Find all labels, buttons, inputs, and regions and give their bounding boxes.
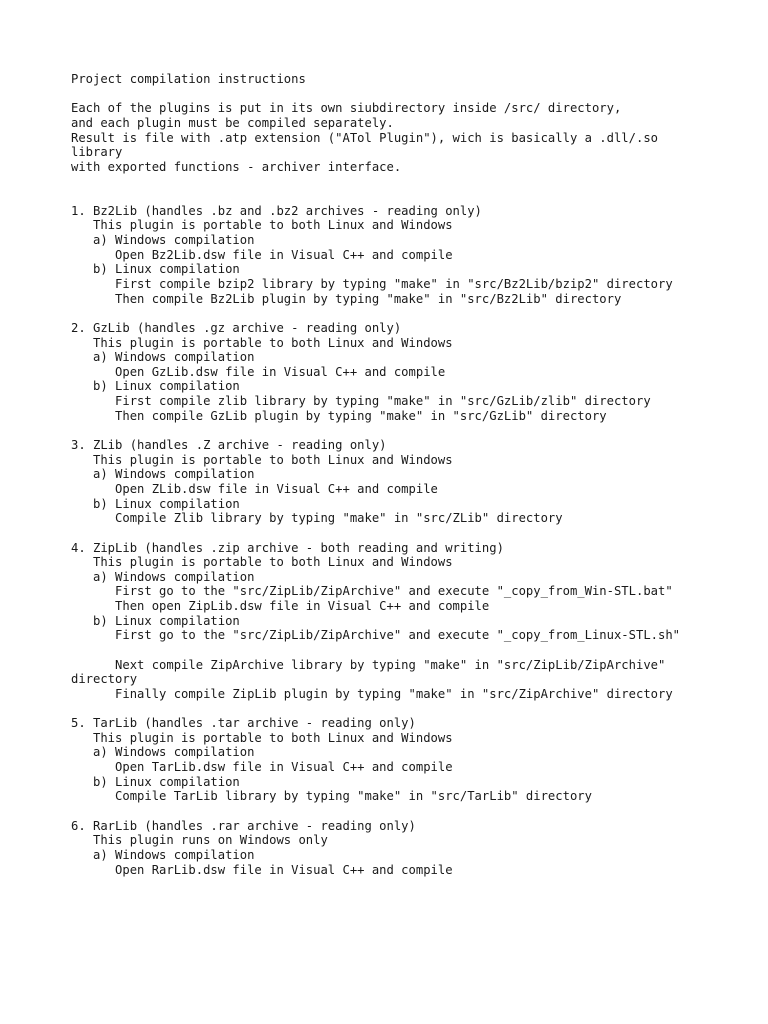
section-line: b) Linux compilation — [71, 496, 240, 511]
spacer — [71, 87, 711, 102]
document-title: Project compilation instructions — [71, 72, 306, 86]
section-line: a) Windows compilation — [71, 569, 255, 584]
intro-line: and each plugin must be compiled separately. — [71, 115, 394, 130]
section-line: This plugin runs on Windows only — [71, 833, 328, 848]
section-line: Then open ZipLib.dsw file in Visual C++ and compile — [71, 599, 490, 614]
intro-line: library — [71, 145, 123, 160]
spacer — [71, 423, 711, 438]
section-line: This plugin is portable to both Linux and Windows — [71, 730, 453, 745]
section-line: Finally compile ZipLib plugin by typing "make" in "src/ZipArchive" directory — [71, 686, 673, 701]
spacer — [71, 174, 711, 189]
spacer — [71, 526, 711, 541]
section-line: Next compile ZipArchive library by typing "make" in "src/ZipLib/ZipArchive" — [71, 657, 666, 672]
spacer — [71, 702, 711, 717]
section-line: a) Windows compilation — [71, 745, 255, 760]
section-line: Then compile GzLib plugin by typing "make" in "src/GzLib" directory — [71, 408, 607, 423]
section-line: Open Bz2Lib.dsw file in Visual C++ and compile — [71, 247, 453, 262]
section-line: b) Linux compilation — [71, 262, 240, 277]
section-line — [71, 643, 711, 658]
section-line: This plugin is portable to both Linux and Windows — [71, 218, 453, 233]
section-ziplib — [71, 541, 711, 702]
section-zlib — [71, 438, 711, 526]
section-line: b) Linux compilation — [71, 774, 240, 789]
spacer — [71, 804, 711, 819]
section-gzlib — [71, 321, 711, 423]
section-heading: 5. TarLib (handles .tar archive - reading only) — [71, 716, 416, 731]
section-line: b) Linux compilation — [71, 379, 240, 394]
section-bz2lib — [71, 204, 711, 306]
section-heading: 3. ZLib (handles .Z archive - reading only) — [71, 438, 387, 453]
section-line: This plugin is portable to both Linux and Windows — [71, 452, 453, 467]
section-line: Then compile Bz2Lib plugin by typing "make" in "src/Bz2Lib" directory — [71, 291, 622, 306]
section-line: a) Windows compilation — [71, 467, 255, 482]
section-line: Open GzLib.dsw file in Visual C++ and compile — [71, 364, 446, 379]
document-page — [71, 72, 711, 877]
section-line: Open RarLib.dsw file in Visual C++ and compile — [71, 862, 453, 877]
section-line: First go to the "src/ZipLib/ZipArchive" and execute "_copy_from_Linux-STL.sh" — [71, 628, 681, 643]
section-line: a) Windows compilation — [71, 233, 255, 248]
intro-line: Result is file with .atp extension ("ATol Plugin"), wich is basically a .dll/.so — [71, 130, 658, 145]
section-heading: 2. GzLib (handles .gz archive - reading only) — [71, 320, 402, 335]
intro-line: with exported functions - archiver interface. — [71, 159, 402, 174]
section-heading: 1. Bz2Lib (handles .bz and .bz2 archives - reading only) — [71, 203, 482, 218]
section-line: This plugin is portable to both Linux and Windows — [71, 555, 453, 570]
section-line: First compile zlib library by typing "make" in "src/GzLib/zlib" directory — [71, 394, 651, 409]
intro-line: Each of the plugins is put in its own siubdirectory inside /src/ directory, — [71, 101, 622, 116]
section-line: This plugin is portable to both Linux and Windows — [71, 335, 453, 350]
section-line: Compile Zlib library by typing "make" in "src/ZLib" directory — [71, 511, 563, 526]
section-line: a) Windows compilation — [71, 847, 255, 862]
section-line: a) Windows compilation — [71, 350, 255, 365]
section-line: Open ZLib.dsw file in Visual C++ and compile — [71, 481, 438, 496]
section-rarlib — [71, 819, 711, 878]
spacer — [71, 189, 711, 204]
section-line: Compile TarLib library by typing "make" in "src/TarLib" directory — [71, 789, 592, 804]
spacer — [71, 306, 711, 321]
section-heading: 4. ZipLib (handles .zip archive - both reading and writing) — [71, 540, 504, 555]
section-line: Open TarLib.dsw file in Visual C++ and compile — [71, 760, 453, 775]
section-line: directory — [71, 672, 138, 687]
section-line: First compile bzip2 library by typing "make" in "src/Bz2Lib/bzip2" directory — [71, 276, 673, 291]
intro-paragraph — [71, 101, 711, 174]
section-line: b) Linux compilation — [71, 613, 240, 628]
section-tarlib — [71, 716, 711, 804]
section-heading: 6. RarLib (handles .rar archive - reading only) — [71, 818, 416, 833]
section-line: First go to the "src/ZipLib/ZipArchive" and execute "_copy_from_Win-STL.bat" — [71, 584, 673, 599]
